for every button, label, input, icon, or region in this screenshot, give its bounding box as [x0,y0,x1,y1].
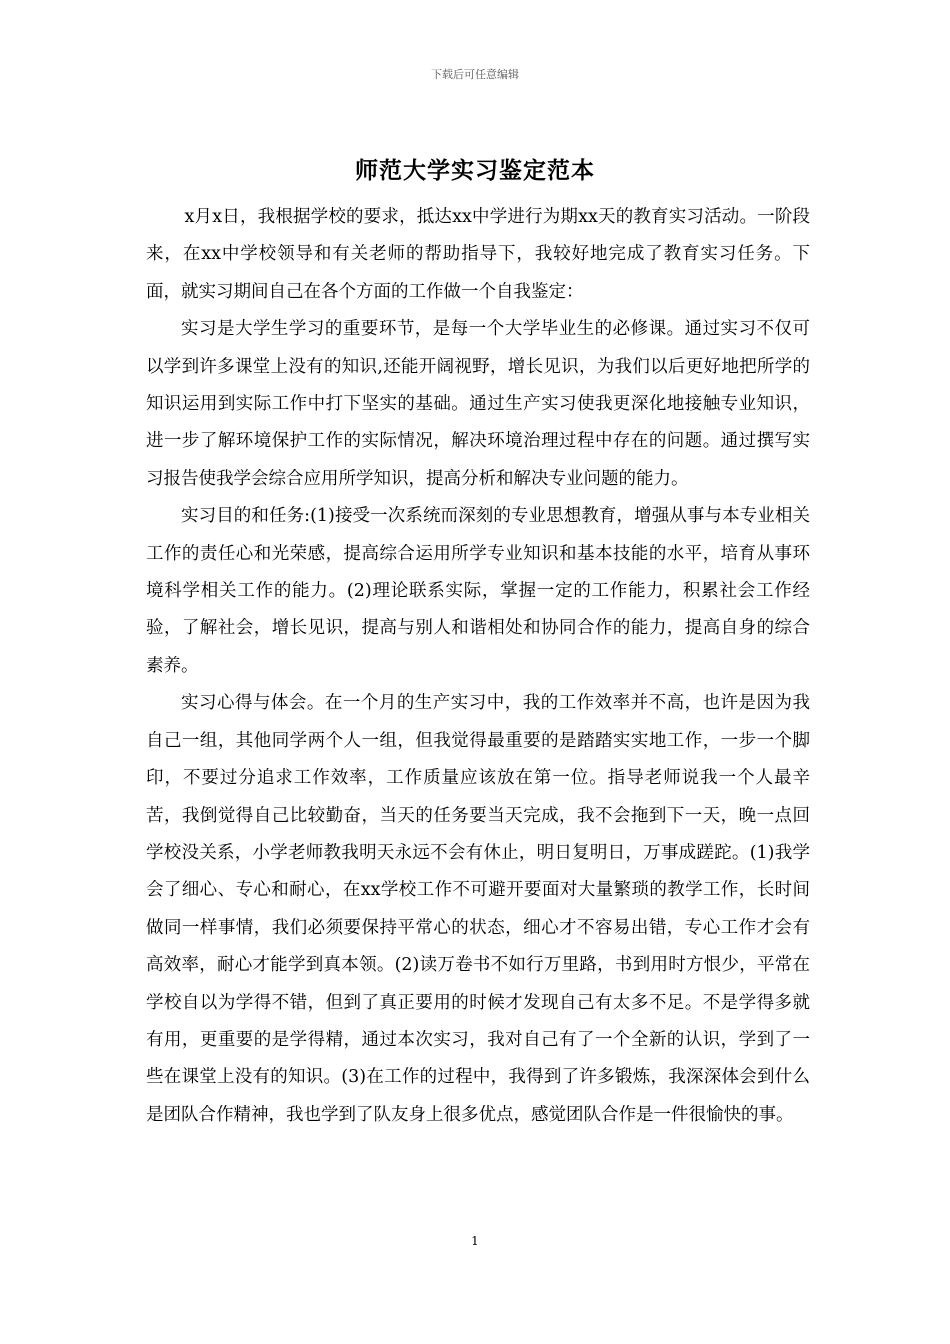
paragraph-internship-importance: 实习是大学生学习的重要环节，是每一个大学毕业生的必修课。通过实习不仅可以学到许多课堂上没有的知识,还能开阔视野，增长见识，为我们以后更好地把所学的知识运用到实际工作中打下坚实的基础。通过生产实习使我更深化地接触专业知识，进一步了解环境保护工作的实际情况，解决环境治理过程中存在的问题。通过撰写实习报告使我学会综合应用所学知识，提高分析和解决专业问题的能力。 [146,319,810,489]
page-header-note: 下载后可任意编辑 [431,68,519,81]
document-title: 师范大学实习鉴定范本 [355,157,595,184]
document-body [146,199,810,1134]
paragraph-experience: 实习心得与体会。在一个月的生产实习中，我的工作效率并不高，也许是因为我自己一组，其他同学两个人一组，但我觉得最重要的是踏踏实实地工作，一步一个脚印，不要过分追求工作效率，工作质量应该放在第一位。指导老师说我一个人最辛苦，我倒觉得自己比较勤奋，当天的任务要当天完成，我不会拖到下一天，晚一点回学校没关系，小学老师教我明天永远不会有休止，明日复明日，万事成蹉跎。(1)我学会了细心、专心和耐心，在xx学校工作不可避开要面对大量繁琐的教学工作，长时间做同一样事情，我们必须要保持平常心的状态，细心才不容易出错，专心工作才会有高效率，耐心才能学到真本领。(2)读万卷书不如行万里路，书到用时方恨少，平常在学校自以为学得不错，但到了真正要用的时候才发现自己有太多不足。不是学得多就有用，更重要的是学得精，通过本次实习，我对自己有了一个全新的认识，学到了一些在课堂上没有的知识。(3)在工作的过程中，我得到了许多锻炼，我深深体会到什么是团队合作精神，我也学到了队友身上很多优点，感觉团队合作是一件很愉快的事。 [146,693,810,1125]
paragraph-intro: x月x日，我根据学校的要求，抵达xx中学进行为期xx天的教育实习活动。一阶段来，在xx中学校领导和有关老师的帮助指导下，我较好地完成了教育实习任务。下面，就实习期间自己在各个方面的工作做一个自我鉴定： [146,207,810,302]
paragraph-goals-and-tasks: 实习目的和任务:(1)接受一次系统而深刻的专业思想教育，增强从事与本专业相关工作的责任心和光荣感，提高综合运用所学专业知识和基本技能的水平，培育从事环境科学相关工作的能力。(2)理论联系实际，掌握一定的工作能力，积累社会工作经验，了解社会，增长见识，提高与别人和谐相处和协同合作的能力，提高自身的综合素养。 [146,506,810,676]
page-number: 1 [471,1234,479,1248]
